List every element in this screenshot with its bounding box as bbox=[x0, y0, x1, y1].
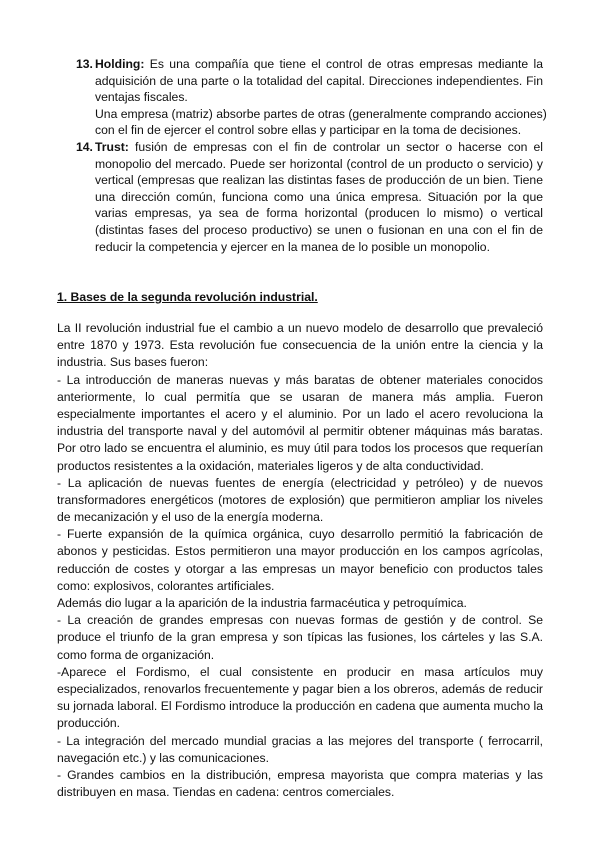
text-line: especialmente importantes el acero y el aluminio. Por un lado el acero revoluciona la bbox=[57, 406, 543, 421]
text-line: transformadores energéticos (motores de explosión) que permitieron ampliar los niveles bbox=[57, 492, 543, 507]
text-line-content: fusión de empresas con el fin de controlar un sector o hacerse con el bbox=[134, 139, 544, 154]
text-line: reducción de costes y otorgar a las empresas un mayor beneficio con productos tales bbox=[57, 561, 543, 576]
text-line: - La aplicación de nuevas fuentes de energía (electricidad y petróleo) y de nuevos bbox=[57, 475, 543, 490]
text-line: ventajas fiscales. bbox=[95, 90, 188, 105]
text-line: su jornada laboral. El Fordismo introduce la producción en cadena que aumenta mucho la bbox=[57, 699, 543, 714]
text-line: abonos y pesticidas. Estos permitieron una mayor producción en los campos agrícolas, bbox=[57, 544, 543, 559]
text-line: Además dio lugar a la aparición de la industria farmacéutica y petroquímica. bbox=[57, 596, 467, 610]
text-line: entre 1870 y 1973. Esta revolución fue consecuencia de la unión entre la ciencia y la bbox=[57, 338, 543, 353]
text-line: Una empresa (matriz) absorbe partes de otras (generalmente comprando acciones) bbox=[95, 106, 547, 121]
text-line: Por otro lado se encuentra el aluminio, es muy útil para todos los procesos que requerían bbox=[57, 441, 543, 456]
text-line: productos resistentes a la oxidación, materiales ligeros y de alta conductividad. bbox=[57, 458, 484, 473]
text-line: anteriormente, lo cual permitía que se usaran de manera más amplia. Fueron bbox=[57, 389, 543, 404]
text-line: monopolio del mercado. Puede ser horizontal (control de un producto o servicio) y bbox=[95, 156, 543, 171]
text-line: - Fuerte expansión de la química orgánica, cuyo desarrollo permitió la fabricación de bbox=[57, 527, 543, 542]
section-heading: 1. Bases de la segunda revolución industrial. bbox=[57, 290, 318, 304]
definition-list bbox=[57, 56, 547, 255]
text-line: una dirección común, funciona como una única empresa. Situación por la que bbox=[95, 189, 543, 204]
list-term: Trust: bbox=[95, 139, 129, 154]
text-line bbox=[95, 139, 543, 156]
text-line-content: Es una compañía que tiene el control de otras empresas mediante la bbox=[149, 57, 543, 71]
list-item bbox=[57, 139, 543, 255]
text-line: - La creación de grandes empresas con nuevas formas de gestión y de control. Se bbox=[57, 613, 543, 628]
text-line: como forma de organización. bbox=[57, 647, 215, 662]
text-line: -Aparece el Fordismo, el cual consistente en producir en masa artículos muy bbox=[57, 664, 543, 679]
text-line: vertical (empresas que realizan las distintas fases de producción de un bien. Tiene bbox=[95, 173, 543, 188]
text-line: producción. bbox=[57, 716, 121, 731]
text-line bbox=[95, 56, 543, 73]
text-line: - La introducción de maneras nuevas y más baratas de obtener materiales conocidos bbox=[57, 372, 543, 387]
section-body bbox=[57, 320, 543, 801]
list-number: 13. bbox=[76, 57, 93, 71]
text-line: La II revolución industrial fue el cambio a un nuevo modelo de desarrollo que prevaleció bbox=[57, 321, 543, 335]
text-line: adquisición de una parte o la totalidad del capital. Direcciones independientes. Fin bbox=[95, 73, 543, 88]
text-line: navegación etc.) y las comunicaciones. bbox=[57, 750, 270, 765]
text-line: reducir la competencia y ejercer en la manea de lo posible un monopolio. bbox=[95, 239, 490, 254]
text-line: especializados, renovarlos frecuentemente y pagar bien a los obreros, además de reducir bbox=[57, 681, 543, 696]
text-line: como: explosivos, colorantes artificiales. bbox=[57, 578, 275, 593]
text-line: industria del transporte naval y del automóvil al permitir obtener máquinas más baratas. bbox=[57, 424, 543, 439]
text-line: de mecanización y el uso de la energía moderna. bbox=[57, 510, 324, 525]
list-number: 14. bbox=[76, 139, 93, 154]
list-term: Holding: bbox=[95, 57, 145, 71]
text-line: distribuyen en masa. Tiendas en cadena: centros comerciales. bbox=[57, 785, 395, 800]
text-line: industria. Sus bases fueron: bbox=[57, 355, 209, 370]
list-item bbox=[57, 56, 547, 139]
text-line: con el fin de ejercer el control sobre ellas y participar en la toma de decisiones. bbox=[95, 123, 522, 138]
text-line: - La integración del mercado mundial gracias a las mejores del transporte ( ferrocarril, bbox=[57, 733, 543, 748]
text-line: - Grandes cambios en la distribución, empresa mayorista que compra materias y las bbox=[57, 767, 543, 782]
text-line: produce el triunfo de la gran empresa y son típicas las fusiones, los cárteles y las S.A. bbox=[57, 630, 543, 645]
text-line: varias empresas, ya sea de forma horizontal (producen lo mismo) o vertical bbox=[95, 206, 543, 221]
text-line: (distintas fases del proceso productivo) se unen o fusionan en una con el fin de bbox=[95, 222, 543, 237]
